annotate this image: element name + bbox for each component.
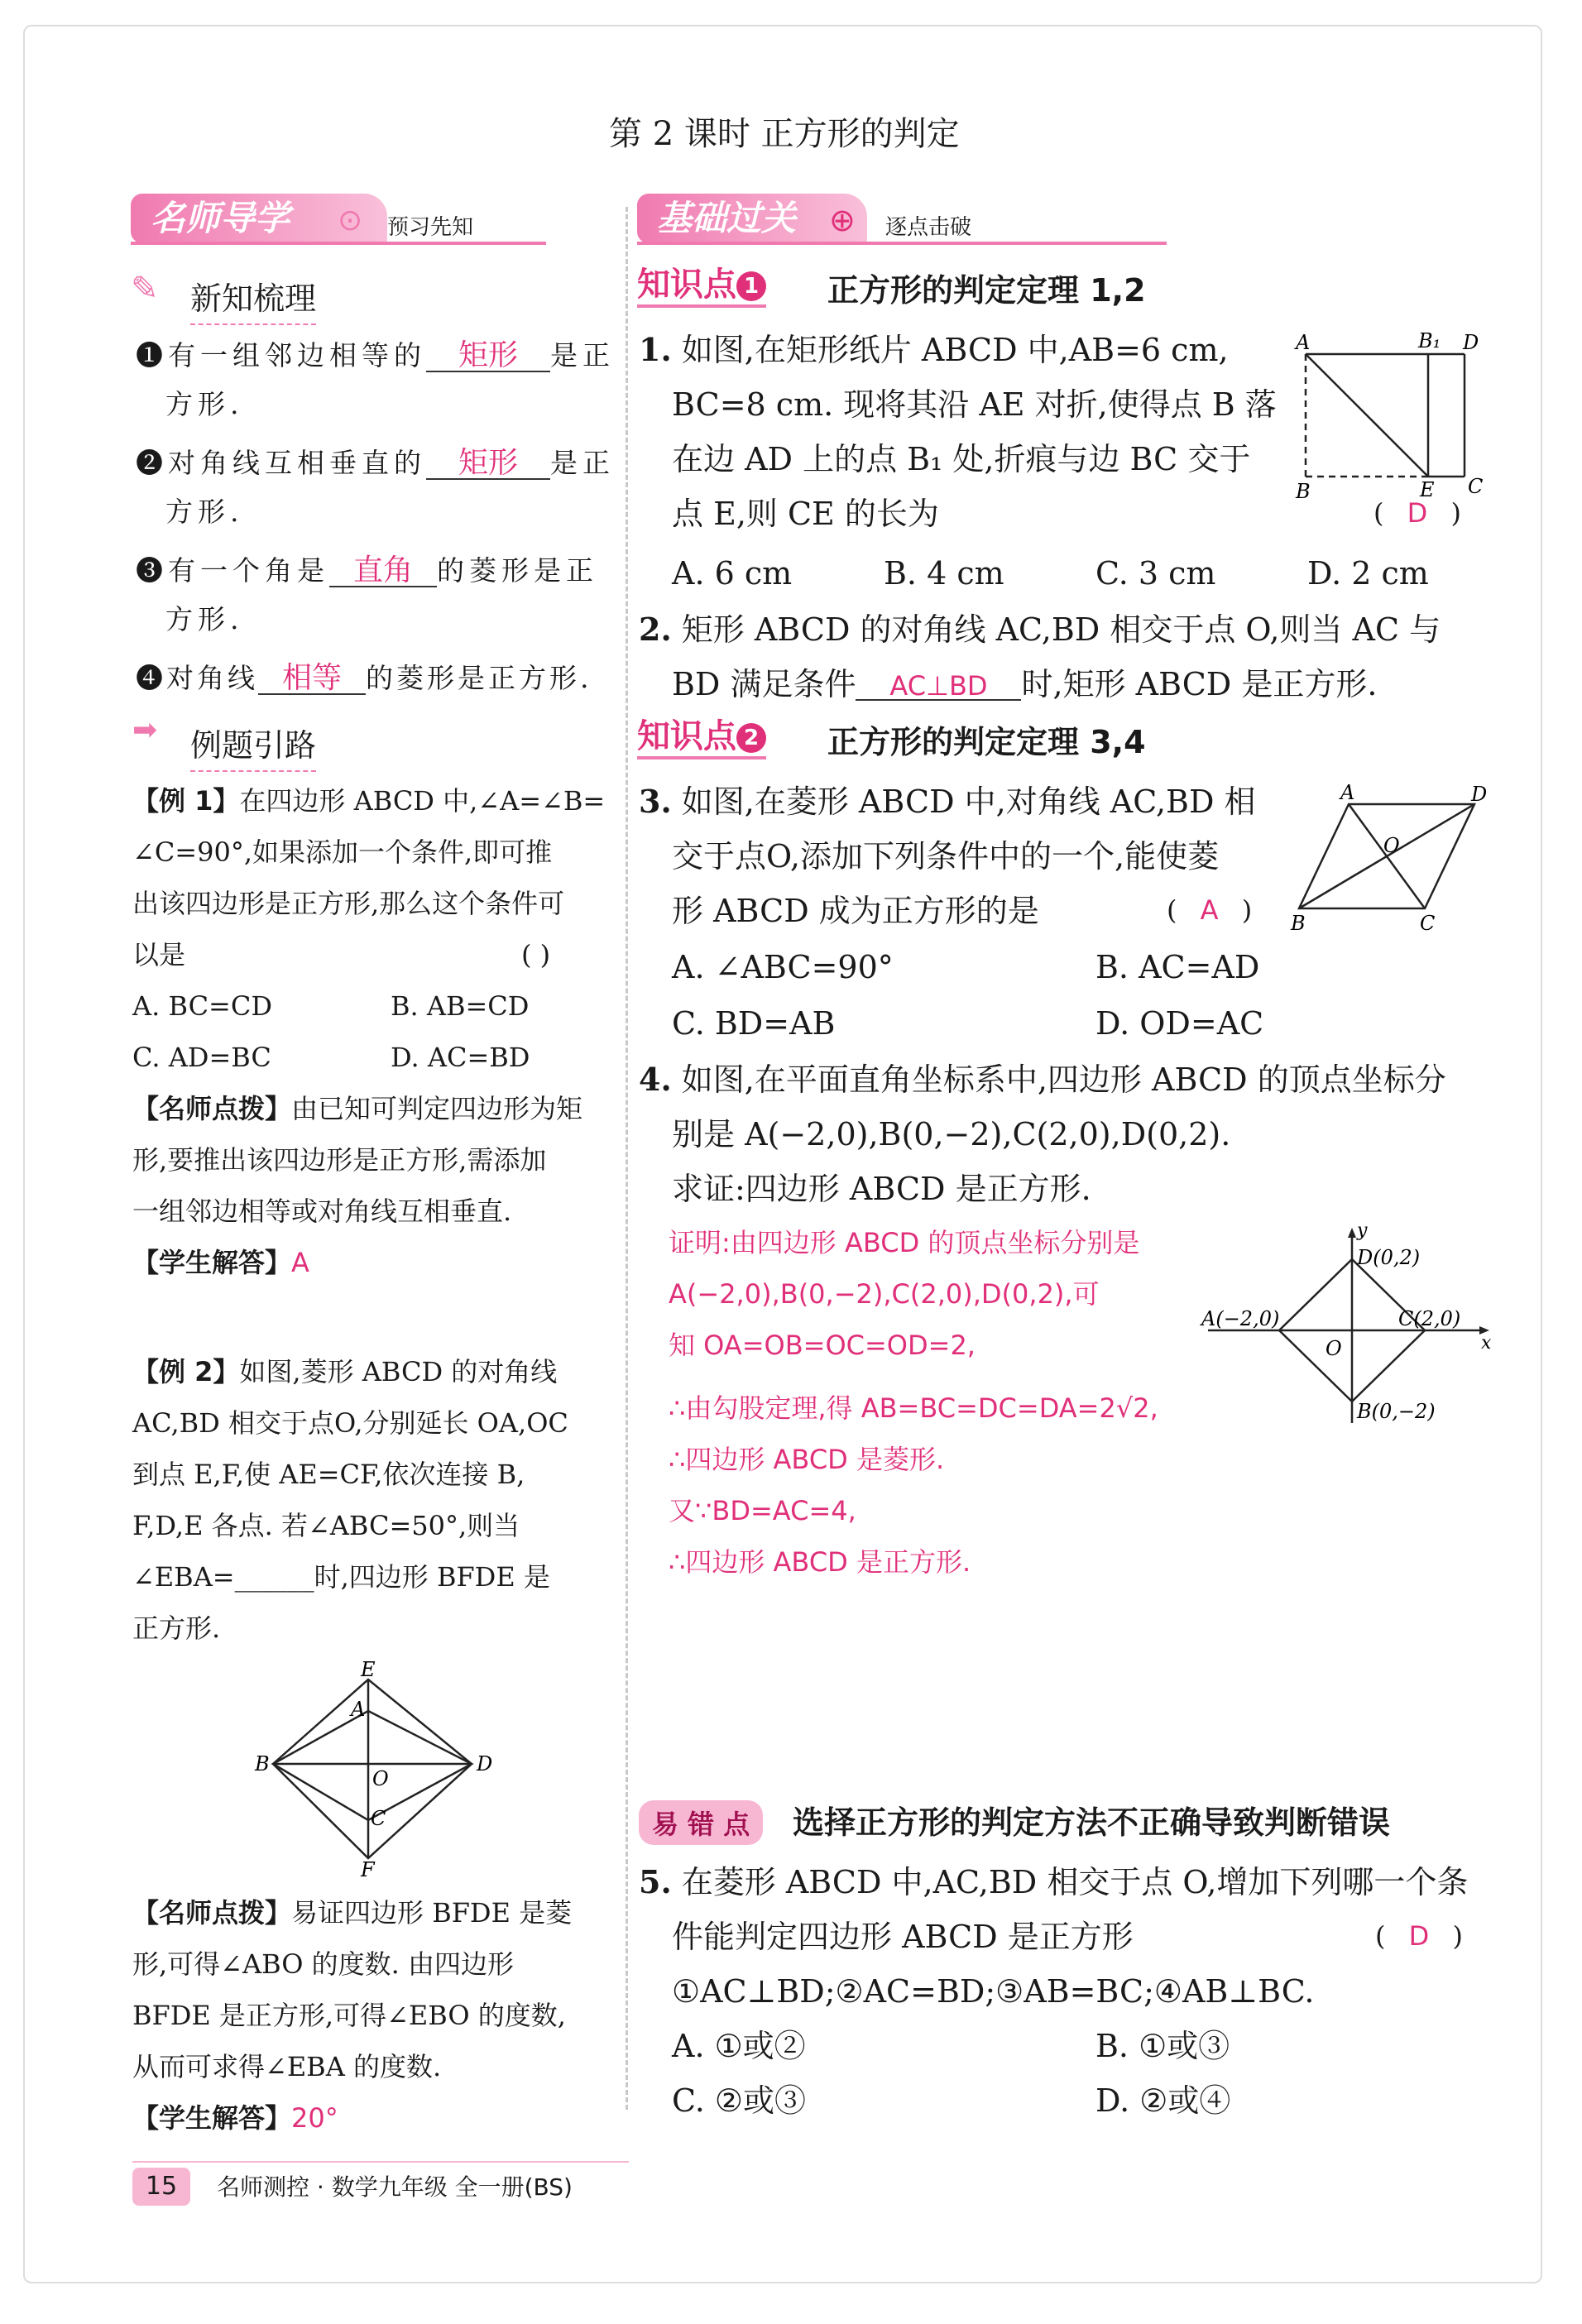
ex1-line-2: ∠C=90°,如果添加一个条件,即可推 [132, 836, 553, 868]
hint-text: 易证四边形 BFDE 是菱 [291, 1897, 573, 1929]
fill-answer: 矩形 [426, 341, 550, 372]
q3-answer: A [1200, 894, 1219, 926]
ex1-line-3: 出该四边形是正方形,那么这个条件可 [132, 888, 565, 919]
ex2-hint-3: BFDE 是正方形,可得∠EBO 的度数, [132, 2000, 566, 2031]
kp1-num: 1 [736, 271, 766, 301]
label-b: B [1291, 912, 1306, 935]
pencil-icon: ✎ [131, 270, 159, 308]
xinzhi-item-2 [136, 448, 615, 480]
q5-conditions: ①AC⊥BD;②AC=BD;③AB=BC;④AB⊥BC. [672, 1973, 1315, 2010]
ex1-option-d: D. AC=BD [391, 1042, 530, 1073]
q4-proof-5: ∴四边形 ABCD 是菱形. [669, 1444, 945, 1475]
q4-line-2: 别是 A(−2,0),B(0,−2),C(2,0),D(0,2). [672, 1116, 1231, 1152]
q5-answer: D [1408, 1920, 1430, 1952]
label-e: E [361, 1658, 376, 1681]
xinzhi-item-4 [136, 661, 592, 695]
q4-figure [1200, 1220, 1506, 1431]
label-a: A [1340, 781, 1355, 804]
q1-line-1 [639, 331, 1229, 368]
right-banner-underline [637, 242, 1167, 245]
footer-text: 名师测控 · 数学九年级 全一册(BS) [217, 2173, 573, 2201]
q1-option-b: B. 4 cm [884, 555, 1004, 592]
fill-answer: 相等 [258, 664, 366, 695]
q2-text: 矩形 ABCD 的对角线 AC,BD 相交于点 O,则当 AC 与 [681, 611, 1441, 648]
search-icon: ⊙ [338, 204, 363, 237]
ex2-hint-1 [132, 1897, 573, 1929]
item-text: 有一组邻边相等的 [168, 339, 426, 371]
ex1-paren: ( ) [521, 939, 551, 970]
q3-line-2: 交于点O,添加下列条件中的一个,能使菱 [672, 838, 1220, 874]
ex2-answer-row [132, 2102, 338, 2134]
xinzhi-item-1 [136, 338, 615, 372]
q5-option-c: C. ②或③ [672, 2082, 806, 2119]
xinzhi-item-3 [136, 553, 598, 587]
item-text: 对角线 [166, 662, 258, 694]
kp2-title: 正方形的判定定理 3,4 [827, 724, 1146, 760]
q1-option-c: C. 3 cm [1095, 555, 1216, 592]
xinzhi-item-3-cont: 方形. [165, 603, 244, 635]
ex1-hint-1 [132, 1095, 582, 1122]
q5-option-a: A. ①或② [672, 2028, 806, 2064]
q2-answer: AC⊥BD [856, 673, 1021, 701]
label-a: A [1296, 331, 1311, 354]
label-b: B(0,−2) [1357, 1400, 1436, 1423]
ex1-option-c: C. AD=BC [132, 1042, 271, 1073]
label-d: D [1463, 331, 1479, 354]
fill-answer: 直角 [329, 556, 437, 587]
ex2-answer: 20° [291, 2102, 338, 2134]
right-banner-label: 基础过关 [657, 198, 797, 238]
q3-line-3: 形 ABCD 成为正方形的是 [672, 893, 1039, 929]
ex1-answer: A [291, 1247, 309, 1278]
label-b1: B₁ [1418, 329, 1441, 352]
q1-num: 1. [639, 331, 672, 368]
label-e: E [1420, 478, 1435, 501]
q3-num: 3. [639, 783, 672, 820]
label-o: O [1326, 1337, 1342, 1360]
q3-option-c: C. BD=AB [672, 1005, 836, 1042]
q3-line-1 [639, 783, 1256, 820]
item-num: ❷ [136, 447, 168, 479]
error-badge [639, 1800, 763, 1845]
q3-option-b: B. AC=AD [1095, 949, 1260, 985]
label-y: y [1357, 1220, 1368, 1241]
q1-figure [1291, 329, 1484, 503]
label-f: F [361, 1858, 375, 1881]
ex2-line-2: AC,BD 相交于点O,分别延长 OA,OC [132, 1407, 568, 1439]
label-b: B [255, 1752, 270, 1775]
label-c: C(2,0) [1398, 1307, 1461, 1330]
column-divider [626, 207, 628, 2110]
label-d: D [1471, 783, 1488, 806]
q4-num: 4. [639, 1061, 672, 1098]
arrow-icon: ➡ [132, 713, 158, 747]
answer-tag: 【学生解答】 [132, 1247, 292, 1278]
item-num: ❶ [136, 339, 168, 371]
q5-paren: ( D ) [1375, 1920, 1463, 1952]
q4-line-3: 求证:四边形 ABCD 是正方形. [672, 1171, 1091, 1207]
label-c: C [1420, 912, 1436, 935]
q2-text: BD 满足条件 [672, 666, 856, 702]
ex2-line-3: 到点 E,F,使 AE=CF,依次连接 B, [132, 1459, 525, 1490]
right-banner-sub: 逐点击破 [885, 215, 972, 240]
ex1-option-a: A. BC=CD [132, 990, 272, 1022]
label-o: O [372, 1767, 389, 1790]
error-title: 选择正方形的判定方法不正确导致判断错误 [793, 1804, 1391, 1841]
q3-option-d: D. OD=AC [1095, 1005, 1264, 1042]
ex2-figure [248, 1658, 496, 1881]
label-d: D(0,2) [1357, 1246, 1421, 1269]
q5-line-1 [639, 1863, 1469, 1900]
q2-line-2 [672, 668, 1377, 701]
q1-line-4: 点 E,则 CE 的长为 [672, 496, 939, 532]
y-arrow [1348, 1228, 1356, 1238]
label-c: C [1468, 475, 1484, 498]
item-text: 是正 [550, 447, 615, 479]
q1-paren: ( D ) [1373, 497, 1461, 529]
hint-tag: 【名师点拨】 [132, 1897, 292, 1929]
item-text: 是正 [550, 339, 615, 371]
ex2-text: 如图,菱形 ABCD 的对角线 [239, 1356, 558, 1387]
footer-line [132, 2161, 629, 2163]
q1-line-3: 在边 AD 上的点 B₁ 处,折痕与边 BC 交于 [672, 441, 1251, 477]
item-text: 对角线互相垂直的 [168, 447, 426, 479]
label-a: A [351, 1698, 366, 1721]
ex2-hint-4: 从而可求得∠EBA 的度数. [132, 2051, 442, 2082]
q5-line-2: 件能判定四边形 ABCD 是正方形 [672, 1919, 1134, 1955]
q5-option-d: D. ②或④ [1095, 2082, 1231, 2119]
q2-num: 2. [639, 611, 672, 648]
ex2-line-6: 正方形. [132, 1612, 221, 1644]
label-x: x [1481, 1333, 1492, 1354]
kp2-label: 知识点 [637, 717, 736, 755]
q3-text: 如图,在菱形 ABCD 中,对角线 AC,BD 相 [681, 783, 1256, 820]
xinzhi-item-1-cont: 方形. [165, 388, 244, 420]
item-num: ❹ [136, 662, 166, 694]
label-c: C [371, 1807, 386, 1830]
item-num: ❸ [136, 554, 168, 587]
ex1-answer-row [132, 1249, 309, 1276]
q2-text: 时,矩形 ABCD 是正方形. [1021, 666, 1378, 702]
q5-option-b: B. ①或③ [1095, 2028, 1230, 2064]
error-badge-text: 易 错 点 [639, 1800, 763, 1845]
page-title: 第 2 课时 正方形的判定 [609, 115, 960, 153]
page-number: 15 [132, 2168, 190, 2206]
q2-line-1 [639, 611, 1441, 648]
ex1-text: 在四边形 ABCD 中,∠A=∠B= [239, 785, 606, 817]
label-d: D [477, 1752, 493, 1775]
ex2-tag: 【例 2】 [132, 1356, 240, 1387]
q4-proof-4: ∴由勾股定理,得 AB=BC=DC=DA=2√2, [669, 1392, 1158, 1424]
fill-answer: 矩形 [426, 448, 550, 480]
q3-option-a: A. ∠ABC=90° [672, 949, 894, 985]
left-banner-label: 名师导学 [151, 198, 290, 238]
q4-proof-3: 知 OA=OB=OC=OD=2, [669, 1330, 976, 1361]
ex1-hint-2: 形,要推出该四边形是正方形,需添加 [132, 1144, 547, 1176]
left-banner-underline [131, 242, 546, 245]
kp2-badge [637, 717, 766, 759]
label-b: B [1296, 480, 1311, 503]
ex1-tag: 【例 1】 [132, 785, 240, 817]
q4-proof-2: A(−2,0),B(0,−2),C(2,0),D(0,2),可 [669, 1278, 1100, 1310]
ex1-option-b: B. AB=CD [391, 990, 530, 1022]
q1-answer: D [1407, 497, 1428, 529]
q4-line-1 [639, 1061, 1446, 1098]
ex2-hint-2: 形,可得∠ABO 的度数. 由四边形 [132, 1948, 514, 1980]
q1-option-a: A. 6 cm [672, 555, 793, 592]
q1-option-d: D. 2 cm [1307, 555, 1429, 592]
xinzhi-item-2-cont: 方形. [165, 496, 244, 528]
ex1-line-4: 以是 [132, 939, 186, 970]
liti-heading: 例题引路 [190, 720, 316, 772]
ex2-line-1 [132, 1358, 557, 1385]
answer-tag: 【学生解答】 [132, 2102, 292, 2134]
hint-tag: 【名师点拨】 [132, 1093, 292, 1124]
ex2-line-4: F,D,E 各点. 若∠ABC=50°,则当 [132, 1510, 520, 1541]
q3-paren: ( A ) [1167, 894, 1253, 926]
q1-line-2: BC=8 cm. 现将其沿 AE 对折,使得点 B 落 [672, 386, 1277, 423]
target-icon: ⊕ [829, 202, 856, 238]
xinzhi-heading: 新知梳理 [190, 273, 316, 325]
kp1-badge [637, 268, 766, 308]
item-text: 有一个角是 [168, 554, 329, 587]
q5-text: 在菱形 ABCD 中,AC,BD 相交于点 O,增加下列哪一个条 [681, 1864, 1469, 1900]
ex1-hint-3: 一组邻边相等或对角线互相垂直. [132, 1196, 512, 1227]
q3-figure [1287, 776, 1494, 942]
ex1-line-1 [132, 785, 606, 817]
item-text: 的菱形是正方形. [366, 662, 592, 694]
kp1-title: 正方形的判定定理 1,2 [827, 272, 1146, 309]
rhombus-abcd [273, 1711, 472, 1820]
q4-proof-1: 证明:由四边形 ABCD 的顶点坐标分别是 [669, 1227, 1140, 1258]
hint-text: 由已知可判定四边形为矩 [291, 1093, 583, 1124]
q1-text: 如图,在矩形纸片 ABCD 中,AB=6 cm, [681, 332, 1229, 368]
label-o: O [1383, 834, 1400, 857]
q5-num: 5. [639, 1863, 672, 1900]
ex2-line-5: ∠EBA=______时,四边形 BFDE 是 [132, 1561, 550, 1593]
q4-proof-6: 又∵BD=AC=4, [669, 1495, 856, 1526]
label-a: A(−2,0) [1201, 1307, 1280, 1330]
kp1-label: 知识点 [637, 266, 736, 304]
q4-proof-7: ∴四边形 ABCD 是正方形. [669, 1546, 971, 1578]
kp2-num: 2 [736, 723, 766, 753]
left-banner-sub: 预习先知 [387, 215, 474, 240]
q4-text: 如图,在平面直角坐标系中,四边形 ABCD 的顶点坐标分 [681, 1061, 1446, 1098]
item-text: 的菱形是正 [437, 554, 598, 587]
